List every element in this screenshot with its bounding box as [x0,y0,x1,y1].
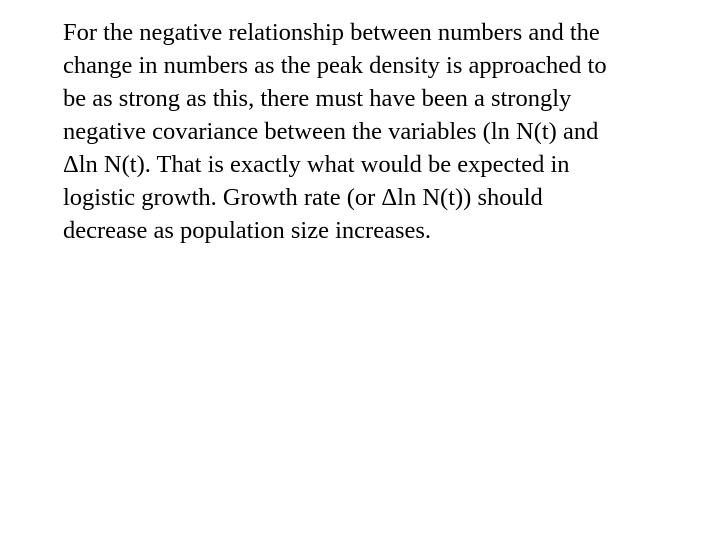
paragraph-line: decrease as population size increases. [63,217,432,244]
paragraph-line: be as strong as this, there must have been a strongly [63,85,572,112]
paragraph-line: Δln N(t). That is exactly what would be expected in [63,151,570,178]
paragraph-line: negative covariance between the variables (ln N(t) and [63,118,599,145]
paragraph-line: change in numbers as the peak density is approached to [63,52,607,79]
paragraph-line: For the negative relationship between numbers and the [63,19,600,46]
paragraph-line: logistic growth. Growth rate (or Δln N(t)) should [63,184,543,211]
body-paragraph [63,16,703,247]
